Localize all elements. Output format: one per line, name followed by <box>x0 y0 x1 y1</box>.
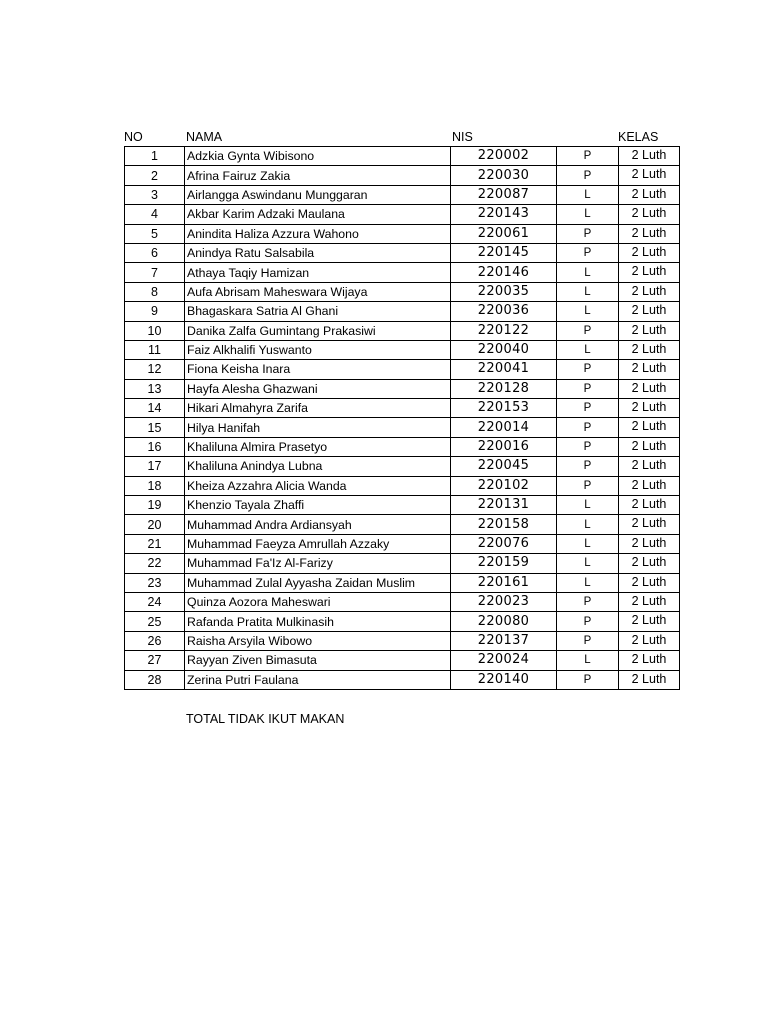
student-name-cell: Quinza Aozora Maheswari <box>185 592 451 611</box>
student-nis-cell: 220158 <box>451 515 557 534</box>
row-number-cell: 13 <box>125 379 185 398</box>
student-name-cell: Raisha Arsyila Wibowo <box>185 631 451 650</box>
header-no: NO <box>124 130 143 144</box>
student-gender-cell: L <box>557 302 619 321</box>
student-class-cell: 2 Luth <box>619 457 680 476</box>
row-number-cell: 9 <box>125 302 185 321</box>
student-class-cell: 2 Luth <box>619 515 680 534</box>
student-gender-cell: L <box>557 573 619 592</box>
header-nis: NIS <box>452 130 473 144</box>
student-class-cell: 2 Luth <box>619 437 680 456</box>
student-nis-cell: 220045 <box>451 457 557 476</box>
table-row <box>125 166 680 185</box>
student-class-cell: 2 Luth <box>619 321 680 340</box>
table-row <box>125 282 680 301</box>
student-name-cell: Khenzio Tayala Zhaffi <box>185 496 451 515</box>
table-row <box>125 592 680 611</box>
student-name-cell: Muhammad Fa'Iz Al-Farizy <box>185 554 451 573</box>
student-class-cell: 2 Luth <box>619 496 680 515</box>
student-gender-cell: P <box>557 457 619 476</box>
table-row <box>125 476 680 495</box>
row-number-cell: 5 <box>125 224 185 243</box>
student-nis-cell: 220016 <box>451 437 557 456</box>
student-class-cell: 2 Luth <box>619 263 680 282</box>
student-nis-cell: 220002 <box>451 147 557 166</box>
student-class-cell: 2 Luth <box>619 224 680 243</box>
student-gender-cell: P <box>557 399 619 418</box>
student-nis-cell: 220128 <box>451 379 557 398</box>
student-gender-cell: P <box>557 379 619 398</box>
student-nis-cell: 220146 <box>451 263 557 282</box>
student-nis-cell: 220131 <box>451 496 557 515</box>
student-name-cell: Fiona Keisha Inara <box>185 360 451 379</box>
student-nis-cell: 220040 <box>451 340 557 359</box>
row-number-cell: 22 <box>125 554 185 573</box>
student-gender-cell: L <box>557 515 619 534</box>
student-nis-cell: 220140 <box>451 670 557 689</box>
table-row <box>125 631 680 650</box>
table-row <box>125 205 680 224</box>
row-number-cell: 26 <box>125 631 185 650</box>
student-nis-cell: 220153 <box>451 399 557 418</box>
row-number-cell: 14 <box>125 399 185 418</box>
student-name-cell: Faiz Alkhalifi Yuswanto <box>185 340 451 359</box>
row-number-cell: 2 <box>125 166 185 185</box>
table-row <box>125 437 680 456</box>
table-row <box>125 534 680 553</box>
student-nis-cell: 220014 <box>451 418 557 437</box>
table-row <box>125 360 680 379</box>
student-name-cell: Aufa Abrisam Maheswara Wijaya <box>185 282 451 301</box>
student-name-cell: Rayyan Ziven Bimasuta <box>185 651 451 670</box>
student-gender-cell: P <box>557 631 619 650</box>
student-name-cell: Anindita Haliza Azzura Wahono <box>185 224 451 243</box>
student-table-body <box>125 147 680 690</box>
row-number-cell: 17 <box>125 457 185 476</box>
row-number-cell: 4 <box>125 205 185 224</box>
table-row <box>125 573 680 592</box>
student-name-cell: Afrina Fairuz Zakia <box>185 166 451 185</box>
student-table <box>124 146 680 690</box>
student-name-cell: Muhammad Andra Ardiansyah <box>185 515 451 534</box>
student-class-cell: 2 Luth <box>619 631 680 650</box>
student-name-cell: Zerina Putri Faulana <box>185 670 451 689</box>
student-name-cell: Muhammad Faeyza Amrullah Azzaky <box>185 534 451 553</box>
student-nis-cell: 220030 <box>451 166 557 185</box>
student-nis-cell: 220076 <box>451 534 557 553</box>
student-nis-cell: 220137 <box>451 631 557 650</box>
row-number-cell: 25 <box>125 612 185 631</box>
row-number-cell: 1 <box>125 147 185 166</box>
student-gender-cell: L <box>557 651 619 670</box>
student-name-cell: Adzkia Gynta Wibisono <box>185 147 451 166</box>
student-gender-cell: L <box>557 496 619 515</box>
table-row <box>125 243 680 262</box>
student-gender-cell: P <box>557 592 619 611</box>
student-gender-cell: P <box>557 224 619 243</box>
student-nis-cell: 220023 <box>451 592 557 611</box>
student-gender-cell: P <box>557 321 619 340</box>
row-number-cell: 19 <box>125 496 185 515</box>
student-class-cell: 2 Luth <box>619 651 680 670</box>
row-number-cell: 3 <box>125 185 185 204</box>
student-class-cell: 2 Luth <box>619 282 680 301</box>
table-row <box>125 457 680 476</box>
row-number-cell: 11 <box>125 340 185 359</box>
student-name-cell: Hikari Almahyra Zarifa <box>185 399 451 418</box>
student-gender-cell: P <box>557 147 619 166</box>
table-row <box>125 185 680 204</box>
student-nis-cell: 220036 <box>451 302 557 321</box>
row-number-cell: 8 <box>125 282 185 301</box>
header-nama: NAMA <box>186 130 223 144</box>
row-number-cell: 27 <box>125 651 185 670</box>
student-gender-cell: L <box>557 282 619 301</box>
student-class-cell: 2 Luth <box>619 185 680 204</box>
student-name-cell: Athaya Taqiy Hamizan <box>185 263 451 282</box>
table-row <box>125 399 680 418</box>
student-class-cell: 2 Luth <box>619 399 680 418</box>
student-class-cell: 2 Luth <box>619 340 680 359</box>
student-gender-cell: P <box>557 476 619 495</box>
row-number-cell: 24 <box>125 592 185 611</box>
total-not-eating-label: TOTAL TIDAK IKUT MAKAN <box>186 712 345 726</box>
student-nis-cell: 220087 <box>451 185 557 204</box>
header-kelas: KELAS <box>618 130 659 144</box>
table-row <box>125 670 680 689</box>
student-gender-cell: P <box>557 166 619 185</box>
student-name-cell: Hayfa Alesha Ghazwani <box>185 379 451 398</box>
student-name-cell: Khaliluna Almira Prasetyo <box>185 437 451 456</box>
student-class-cell: 2 Luth <box>619 166 680 185</box>
student-nis-cell: 220145 <box>451 243 557 262</box>
student-class-cell: 2 Luth <box>619 476 680 495</box>
row-number-cell: 18 <box>125 476 185 495</box>
table-row <box>125 554 680 573</box>
student-nis-cell: 220143 <box>451 205 557 224</box>
student-name-cell: Khaliluna Anindya Lubna <box>185 457 451 476</box>
student-class-cell: 2 Luth <box>619 534 680 553</box>
table-row <box>125 496 680 515</box>
row-number-cell: 12 <box>125 360 185 379</box>
table-row <box>125 612 680 631</box>
row-number-cell: 21 <box>125 534 185 553</box>
student-name-cell: Anindya Ratu Salsabila <box>185 243 451 262</box>
student-gender-cell: L <box>557 534 619 553</box>
student-name-cell: Danika Zalfa Gumintang Prakasiwi <box>185 321 451 340</box>
student-class-cell: 2 Luth <box>619 205 680 224</box>
student-class-cell: 2 Luth <box>619 573 680 592</box>
table-row <box>125 418 680 437</box>
student-name-cell: Rafanda Pratita Mulkinasih <box>185 612 451 631</box>
table-row <box>125 340 680 359</box>
student-class-cell: 2 Luth <box>619 243 680 262</box>
student-nis-cell: 220041 <box>451 360 557 379</box>
student-nis-cell: 220161 <box>451 573 557 592</box>
row-number-cell: 10 <box>125 321 185 340</box>
student-gender-cell: P <box>557 243 619 262</box>
row-number-cell: 15 <box>125 418 185 437</box>
student-gender-cell: P <box>557 360 619 379</box>
table-row <box>125 302 680 321</box>
student-name-cell: Airlangga Aswindanu Munggaran <box>185 185 451 204</box>
student-name-cell: Muhammad Zulal Ayyasha Zaidan Muslim <box>185 573 451 592</box>
student-class-cell: 2 Luth <box>619 670 680 689</box>
student-class-cell: 2 Luth <box>619 418 680 437</box>
student-nis-cell: 220080 <box>451 612 557 631</box>
student-name-cell: Akbar Karim Adzaki Maulana <box>185 205 451 224</box>
student-gender-cell: L <box>557 263 619 282</box>
student-gender-cell: P <box>557 418 619 437</box>
row-number-cell: 6 <box>125 243 185 262</box>
student-gender-cell: P <box>557 437 619 456</box>
table-row <box>125 515 680 534</box>
student-gender-cell: L <box>557 185 619 204</box>
table-row <box>125 263 680 282</box>
student-gender-cell: P <box>557 612 619 631</box>
table-row <box>125 379 680 398</box>
student-nis-cell: 220102 <box>451 476 557 495</box>
row-number-cell: 28 <box>125 670 185 689</box>
table-row <box>125 321 680 340</box>
student-name-cell: Bhagaskara Satria Al Ghani <box>185 302 451 321</box>
student-class-cell: 2 Luth <box>619 554 680 573</box>
student-nis-cell: 220159 <box>451 554 557 573</box>
student-class-cell: 2 Luth <box>619 592 680 611</box>
student-class-cell: 2 Luth <box>619 612 680 631</box>
student-nis-cell: 220122 <box>451 321 557 340</box>
student-name-cell: Hilya Hanifah <box>185 418 451 437</box>
student-gender-cell: L <box>557 205 619 224</box>
student-gender-cell: L <box>557 554 619 573</box>
student-nis-cell: 220035 <box>451 282 557 301</box>
student-class-cell: 2 Luth <box>619 302 680 321</box>
row-number-cell: 20 <box>125 515 185 534</box>
table-row <box>125 224 680 243</box>
row-number-cell: 16 <box>125 437 185 456</box>
student-class-cell: 2 Luth <box>619 360 680 379</box>
table-row <box>125 147 680 166</box>
student-nis-cell: 220024 <box>451 651 557 670</box>
student-nis-cell: 220061 <box>451 224 557 243</box>
student-class-cell: 2 Luth <box>619 147 680 166</box>
student-name-cell: Kheiza Azzahra Alicia Wanda <box>185 476 451 495</box>
student-gender-cell: L <box>557 340 619 359</box>
student-gender-cell: P <box>557 670 619 689</box>
table-row <box>125 651 680 670</box>
row-number-cell: 23 <box>125 573 185 592</box>
student-class-cell: 2 Luth <box>619 379 680 398</box>
row-number-cell: 7 <box>125 263 185 282</box>
